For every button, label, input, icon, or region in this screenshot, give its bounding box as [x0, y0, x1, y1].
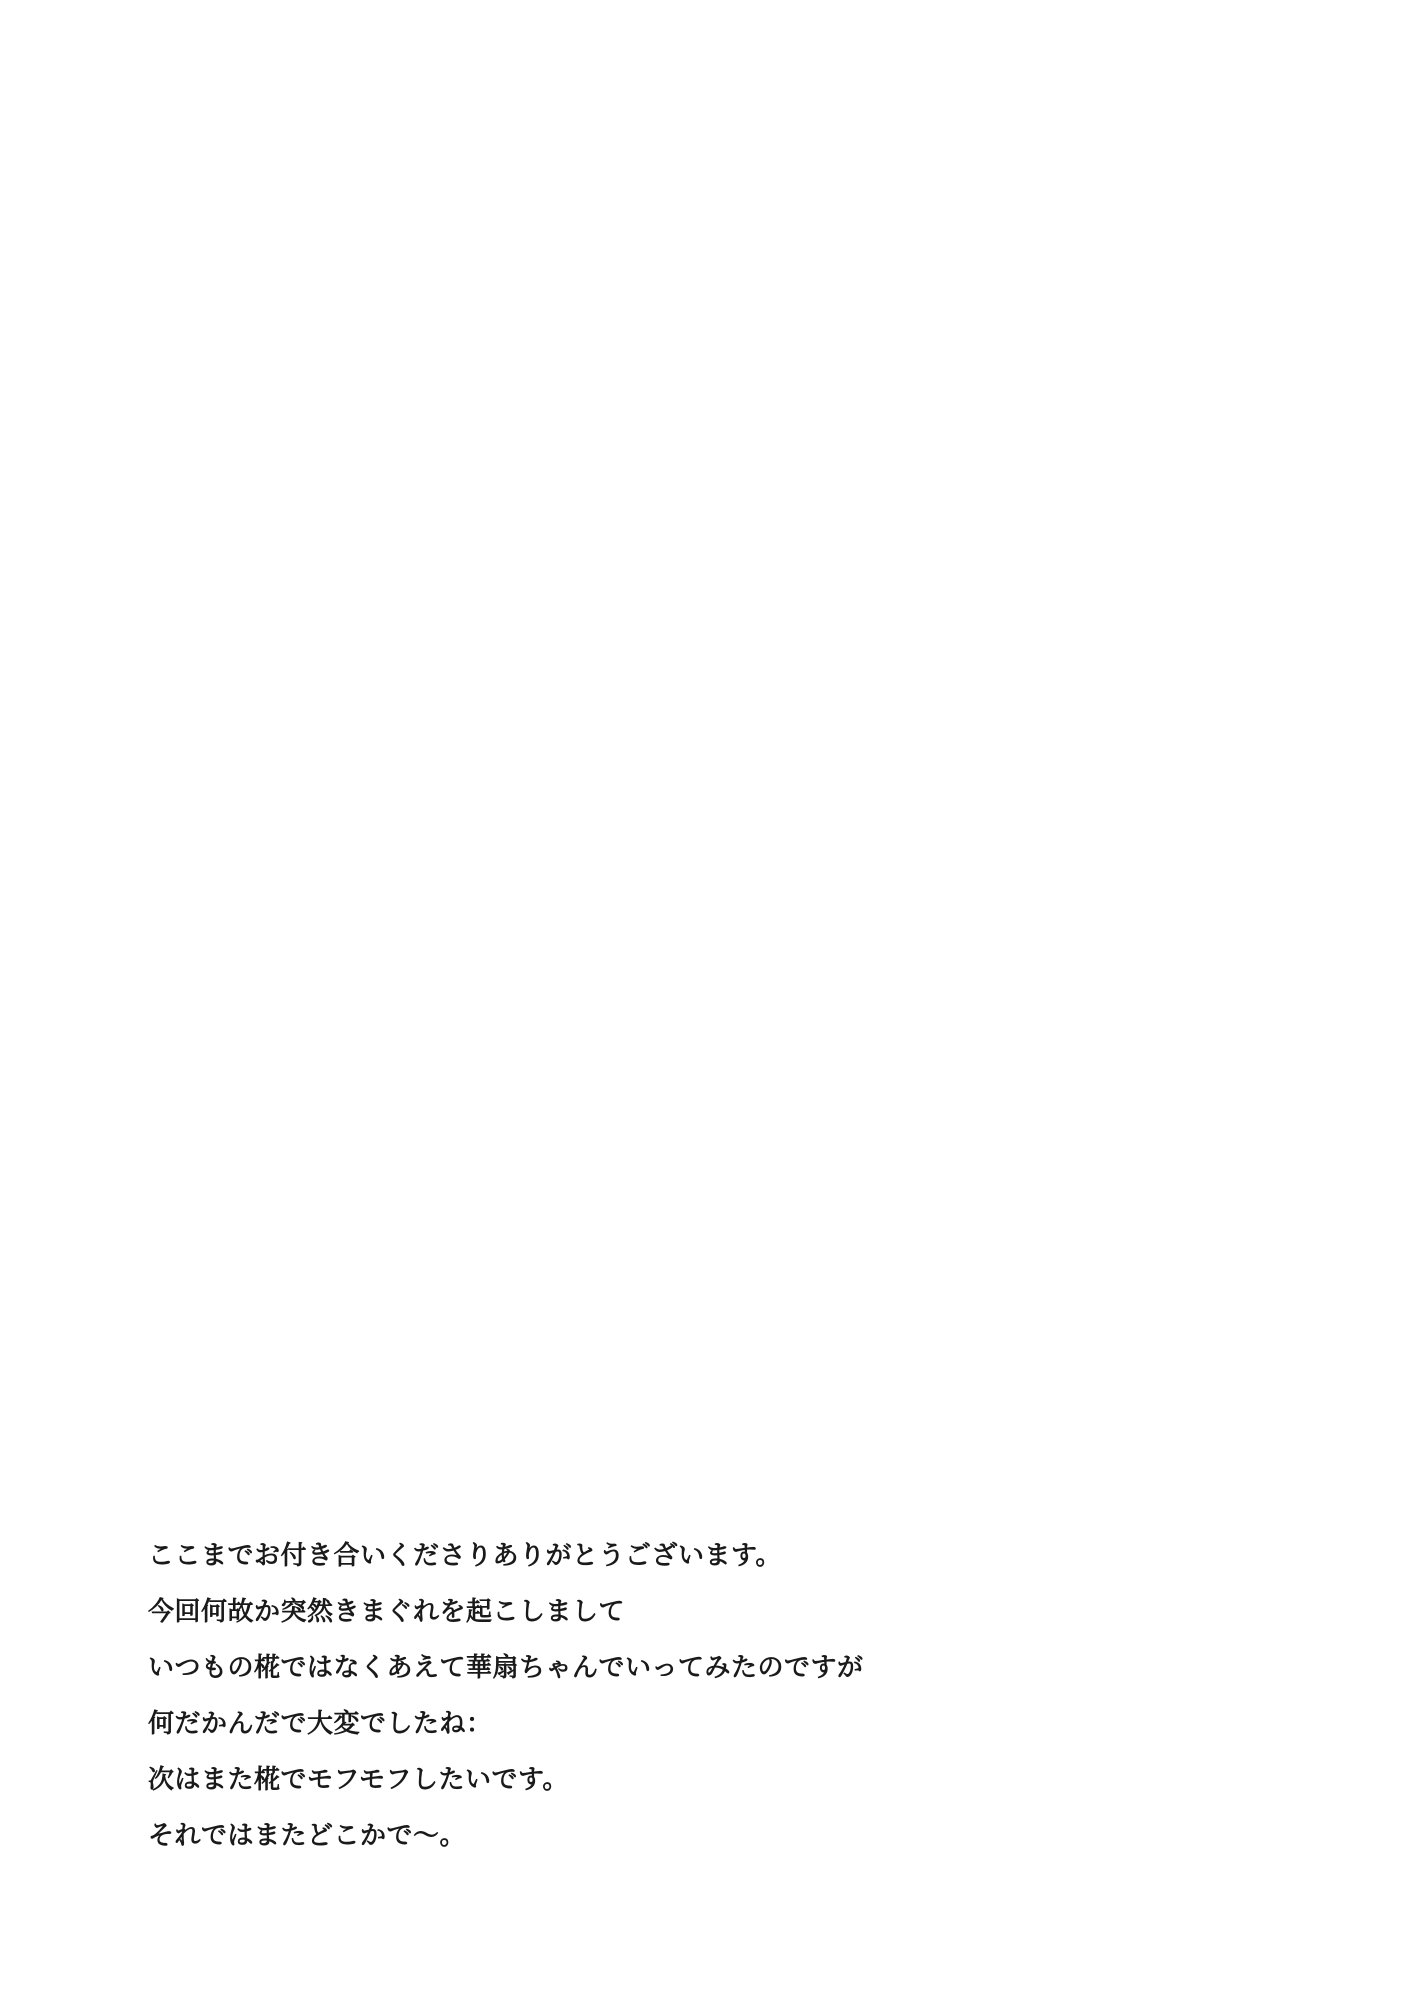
afterword-line-3: いつもの椛ではなくあえて華扇ちゃんでいってみたのですが — [148, 1653, 864, 1683]
afterword-block — [148, 1528, 1248, 1864]
afterword-line-6: それではまたどこかで～。 — [148, 1821, 467, 1851]
afterword-line-5: 次はまた椛でモフモフしたいです。 — [148, 1765, 569, 1795]
afterword-line-2: 今回何故か突然きまぐれを起こしまして — [148, 1597, 626, 1627]
afterword-line-4: 何だかんだで大変でしたね： — [148, 1709, 493, 1739]
afterword-line-1: ここまでお付き合いくださりありがとうございます。 — [148, 1541, 782, 1571]
